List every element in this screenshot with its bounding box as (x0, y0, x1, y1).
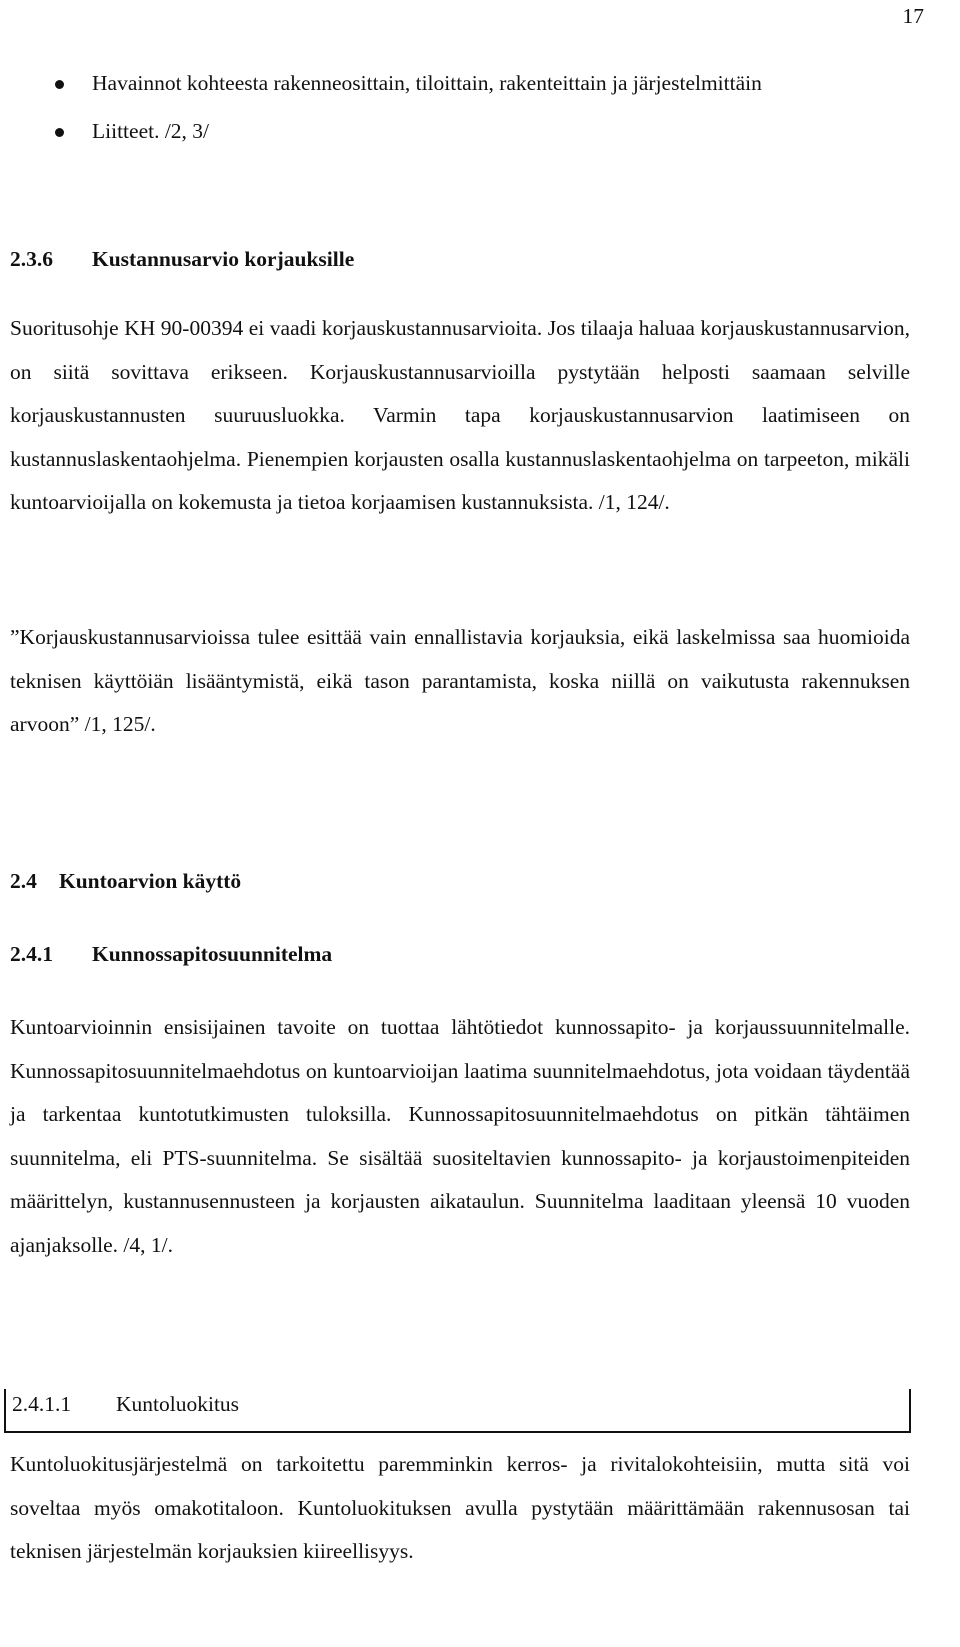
section-number: 2.4.1 (10, 942, 53, 966)
section-title: Kuntoarvion käyttö (59, 869, 242, 893)
section-title: Kunnossapitosuunnitelma (92, 942, 333, 966)
section-heading-text (12, 1389, 239, 1419)
bullet-list (10, 62, 910, 158)
section-title: Kuntoluokitus (116, 1392, 240, 1416)
bullet-icon (55, 128, 64, 137)
list-item-text: Havainnot kohteesta rakenneosittain, tiloittain, rakenteittain ja järjestelmittäin (92, 71, 762, 95)
section-number: 2.3.6 (10, 247, 53, 271)
list-item (10, 62, 910, 105)
bullet-icon (55, 80, 64, 89)
paragraph-quote: ”Korjauskustannusarvioissa tulee esittää vain ennallistavia korjauksia, eikä laskelmissa saa huomioida teknisen käyttöiän lisääntymistä, eikä tason parantamista, koska niillä on vaikutusta rakennuksen arvoon” /1, 125/. (10, 625, 910, 736)
section-heading-2-3-6 (10, 247, 354, 272)
paragraph-condition-rating: Kuntoluokitusjärjestelmä on tarkoitettu paremminkin kerros- ja rivitalokohteisiin, mutta sitä voi soveltaa myös omakotitaloon. Kuntoluokituksen avulla pystytään määrittämään rakennusosan tai teknisen järjestelmän korjauksien kiireellisyys. (10, 1452, 910, 1563)
section-heading-2-4-1 (10, 942, 332, 967)
section-heading-2-4-1-1 (4, 1389, 911, 1433)
paragraph-cost-estimate: Suoritusohje KH 90-00394 ei vaadi korjauskustannusarvioita. Jos tilaaja haluaa korjauskustannusarvion, on siitä sovittava erikseen. Korjauskustannusarvioilla pystytään helposti saamaan selville korjauskustannusten suuruusluokka. Varmin tapa korjauskustannusarvion laatimiseen on kustannuslaskentaohjelma. Pienempien korjausten osalla kustannuslaskentaohjelma on tarpeeton, mikäli kuntoarvioijalla on kokemusta ja tietoa korjaamisen kustannuksista. /1, 124/. (10, 316, 910, 514)
paragraph-maintenance-plan: Kuntoarvioinnin ensisijainen tavoite on tuottaa lähtötiedot kunnossapito- ja korjaussuunnitelmalle. Kunnossapitosuunnitelmaehdotus on kuntoarvioijan laatima suunnitelmaehdotus, jota voidaan täydentää ja tarkentaa kuntotutkimusten tuloksilla. Kunnossapitosuunnitelmaehdotus on pitkän tähtäimen suunnitelma, eli PTS-suunnitelma. Se sisältää suositeltavien kunnossapito- ja korjaustoimenpiteiden määrittelyn, kustannusennusteen ja korjausten aikataulun. Suunnitelma laaditaan yleensä 10 vuoden ajanjaksolle. /4, 1/. (10, 1015, 910, 1257)
list-item (10, 110, 910, 153)
section-number: 2.4.1.1 (12, 1392, 72, 1416)
section-heading-2-4 (10, 869, 241, 894)
section-number: 2.4 (10, 869, 37, 893)
list-item-text: Liitteet. /2, 3/ (92, 119, 210, 143)
section-title: Kustannusarvio korjauksille (92, 247, 355, 271)
page-number: 17 (902, 4, 924, 28)
